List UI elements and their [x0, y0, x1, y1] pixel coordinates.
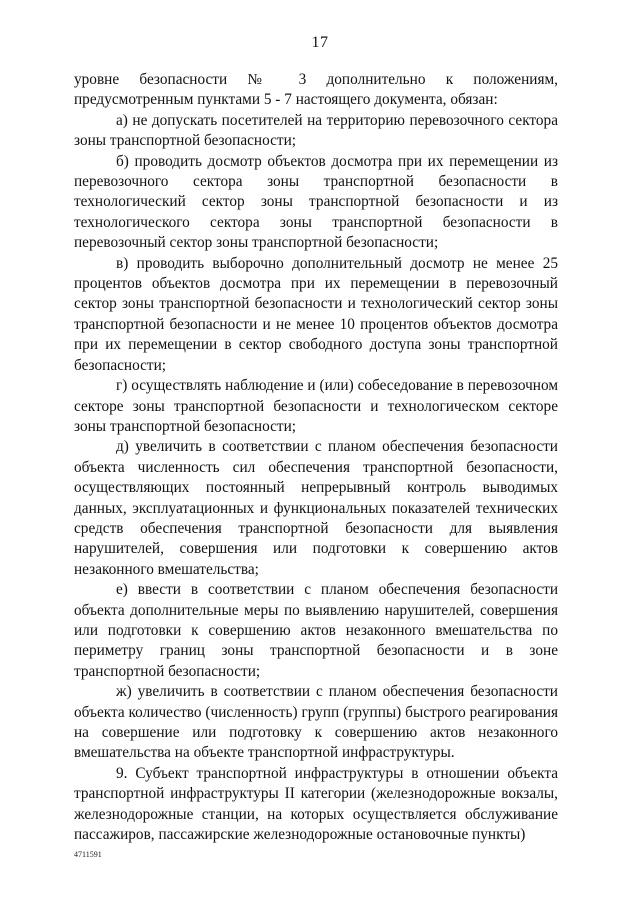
paragraph-item-v: в) проводить выборочно дополнительный досмотр не менее 25 процентов объектов досмотра при их перемещении в перевозочный сектор зоны транспортной безопасности и технологический сектор зоны транспортной безопасности и не менее 10 процентов объектов досмотра при их перемещении в сектор свободного доступа зоны транспортной безопасности; [74, 254, 558, 374]
paragraph-item-b: б) проводить досмотр объектов досмотра при их перемещении из перевозочного сектора зоны транспортной безопасности в технологический сектор зоны транспортной безопасности и из технологического сектора зоны транспортной безопасности в перевозочный сектор зоны транспортной безопасности; [74, 152, 558, 252]
paragraph-item-a: а) не допускать посетителей на территорию перевозочного сектора зоны транспортной безопасности; [74, 111, 558, 150]
paragraph-section-9: 9. Субъект транспортной инфраструктуры в отношении объекта транспортной инфраструктуры II категории (железнодорожные вокзалы, железнодорожные станции, на которых осуществляется обслуживание пассажиров, пассажирские железнодорожные остановочные пункты) [74, 764, 558, 844]
document-code: 4711591 [74, 850, 102, 859]
paragraph-item-zh: ж) увеличить в соответствии с планом обеспечения безопасности объекта количество (численность) групп (группы) быстрого реагирования на совершение или подготовку к совершению актов незаконного вмешательства на объекте транспортной инфраструктуры. [74, 683, 558, 762]
paragraph-item-g: г) осуществлять наблюдение и (или) собеседование в перевозочном секторе зоны транспортной безопасности и технологическом секторе зоны транспортной безопасности; [74, 377, 558, 435]
paragraph-continuation: уровне безопасности № 3 дополнительно к положениям, предусмотренным пунктами 5 - 7 настоящего документа, обязан: [74, 71, 558, 109]
paragraph-item-d: д) увеличить в соответствии с планом обеспечения безопасности объекта численность сил обеспечения транспортной безопасности, осуществляющих постоянный непрерывный контроль выводимых данных, эксплуатационных и функциональных показателей технических средств обеспечения транспортной безопасности для выявления нарушителей, совершения или подготовки к совершению актов незаконного вмешательства; [74, 438, 558, 578]
document-body [74, 70, 558, 845]
paragraph-item-e: е) ввести в соответствии с планом обеспечения безопасности объекта дополнительные меры по выявлению нарушителей, совершения или подготовки к совершению актов незаконного вмешательства по периметру границ зоны транспортной безопасности и в зоне транспортной безопасности; [74, 581, 558, 680]
page-number: 17 [311, 34, 329, 51]
